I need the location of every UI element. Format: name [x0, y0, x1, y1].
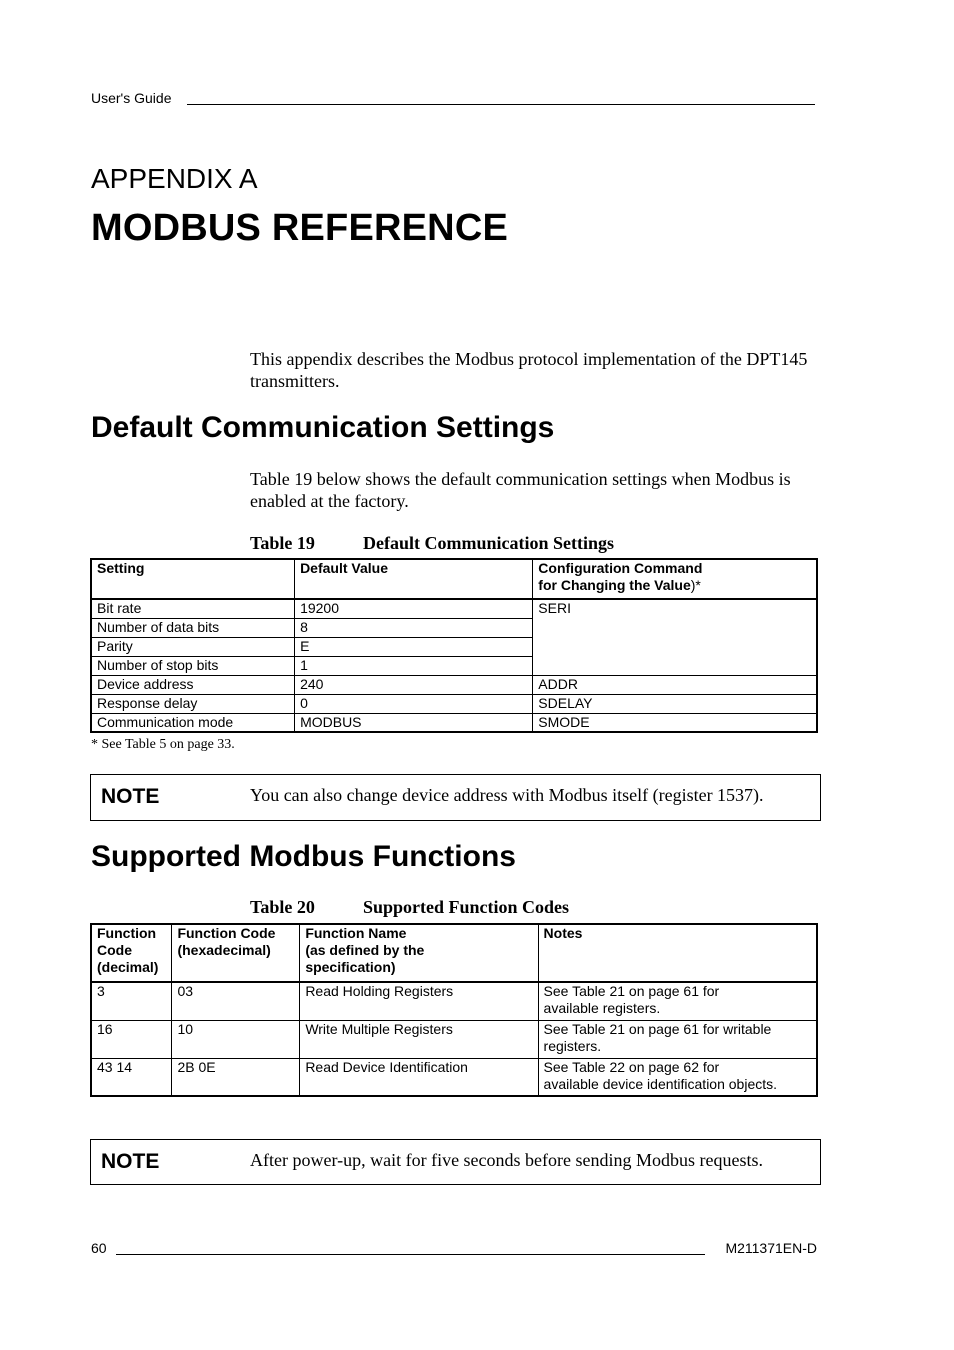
- table19-number: Table 19: [250, 533, 315, 553]
- header-line: Function Name: [305, 925, 407, 941]
- table-row: [91, 599, 817, 618]
- section-heading-default-settings: Default Communication Settings: [91, 411, 555, 444]
- section1-paragraph: Table 19 below shows the default communication settings when Modbus is enabled at the factory.: [250, 469, 791, 511]
- table20-header-code-decimal: [91, 924, 172, 982]
- table19-header-config-command: [533, 559, 817, 599]
- table19-caption: [250, 533, 614, 554]
- setting-cell: Number of stop bits: [91, 656, 295, 675]
- note-box-power-up: [90, 1139, 821, 1185]
- function-name-cell: Read Holding Registers: [300, 982, 538, 1020]
- notes-line: See Table 21 on page 61 for: [543, 983, 720, 999]
- table-row: [91, 1020, 817, 1058]
- table-row: [91, 713, 817, 732]
- table19-header-row: [91, 559, 817, 599]
- notes-line: available device identification objects.: [543, 1075, 778, 1092]
- table20-header-row: [91, 924, 817, 982]
- notes-cell: [538, 1020, 817, 1058]
- code-hex-cell: 10: [172, 1020, 300, 1058]
- code-hex-cell: 03: [172, 982, 300, 1020]
- notes-cell: [538, 1058, 817, 1096]
- setting-cell: Response delay: [91, 694, 295, 713]
- function-codes-table: [90, 923, 818, 1097]
- note-label: NOTE: [101, 1150, 160, 1173]
- table20-caption: [250, 897, 569, 918]
- value-cell: 8: [295, 618, 533, 637]
- notes-line: See Table 22 on page 62 for: [543, 1058, 720, 1075]
- table-row: [91, 675, 817, 694]
- note-text: You can also change device address with Modbus itself (register 1537).: [250, 785, 764, 805]
- header-line: (as defined by the: [305, 942, 425, 958]
- table20-header-function-name: [300, 924, 538, 982]
- notes-cell: [538, 982, 817, 1020]
- code-decimal-cell: 3: [91, 982, 172, 1020]
- function-name-cell: Read Device Identification: [300, 1058, 538, 1096]
- intro-paragraph: This appendix describes the Modbus protocol implementation of the DPT145 transmitters.: [250, 349, 808, 391]
- page-footer: [91, 1240, 817, 1256]
- header-line: (hexadecimal): [177, 942, 271, 958]
- setting-cell: Parity: [91, 637, 295, 656]
- header-line: (decimal): [97, 959, 159, 975]
- value-cell: 0: [295, 694, 533, 713]
- note-text: After power-up, wait for five seconds before sending Modbus requests.: [250, 1150, 763, 1170]
- header3-line1: Configuration Command: [538, 560, 703, 576]
- table19-header-setting: Setting: [91, 559, 295, 599]
- header-text: User's Guide: [91, 90, 172, 106]
- value-cell: MODBUS: [295, 713, 533, 732]
- command-cell: ADDR: [533, 675, 817, 694]
- notes-line: See Table 21 on page 61 for writable: [543, 1020, 772, 1037]
- command-cell: SDELAY: [533, 694, 817, 713]
- code-decimal-cell: 43 14: [91, 1058, 172, 1096]
- value-cell: 1: [295, 656, 533, 675]
- command-cell: SMODE: [533, 713, 817, 732]
- default-settings-table: [90, 558, 818, 733]
- document-id: M211371EN-D: [725, 1240, 817, 1256]
- setting-cell: Number of data bits: [91, 618, 295, 637]
- code-hex-cell: 2B 0E: [172, 1058, 300, 1096]
- header-line: specification): [305, 959, 396, 975]
- function-name-cell: Write Multiple Registers: [300, 1020, 538, 1058]
- table20-header-notes: [538, 924, 817, 982]
- table-row: [91, 1058, 817, 1096]
- table20-number: Table 20: [250, 897, 315, 917]
- header-line: Function: [97, 925, 157, 941]
- setting-cell: Device address: [91, 675, 295, 694]
- note-box-device-address: [90, 774, 821, 821]
- page-header: [91, 90, 815, 106]
- table20-header-code-hex: [172, 924, 300, 982]
- page-number: 60: [91, 1240, 107, 1256]
- note-label: NOTE: [101, 785, 160, 808]
- table-row: [91, 982, 817, 1020]
- table19-footnote: * See Table 5 on page 33.: [91, 737, 235, 752]
- command-cell: SERI: [533, 599, 817, 675]
- notes-line: registers.: [543, 1037, 602, 1054]
- header-line: Code: [97, 942, 132, 958]
- value-cell: 240: [295, 675, 533, 694]
- section-heading-supported-functions: Supported Modbus Functions: [91, 840, 516, 873]
- header3-line2: for Changing the Value: [538, 577, 691, 593]
- setting-cell: Bit rate: [91, 599, 295, 618]
- appendix-label: APPENDIX A: [91, 163, 258, 194]
- page-title: MODBUS REFERENCE: [91, 207, 509, 249]
- table20-title: Supported Function Codes: [363, 897, 570, 917]
- header-rule: [187, 104, 815, 105]
- table-row: [91, 694, 817, 713]
- code-decimal-cell: 16: [91, 1020, 172, 1058]
- header-line: Function Code: [177, 925, 276, 941]
- table19-header-default-value: Default Value: [295, 559, 533, 599]
- footer-rule: [116, 1254, 705, 1255]
- header3-suffix: )*: [690, 577, 701, 593]
- setting-cell: Communication mode: [91, 713, 295, 732]
- table19-title: Default Communication Settings: [363, 533, 614, 553]
- header-line: Notes: [543, 925, 583, 941]
- value-cell: 19200: [295, 599, 533, 618]
- notes-line: available registers.: [543, 1000, 661, 1016]
- value-cell: E: [295, 637, 533, 656]
